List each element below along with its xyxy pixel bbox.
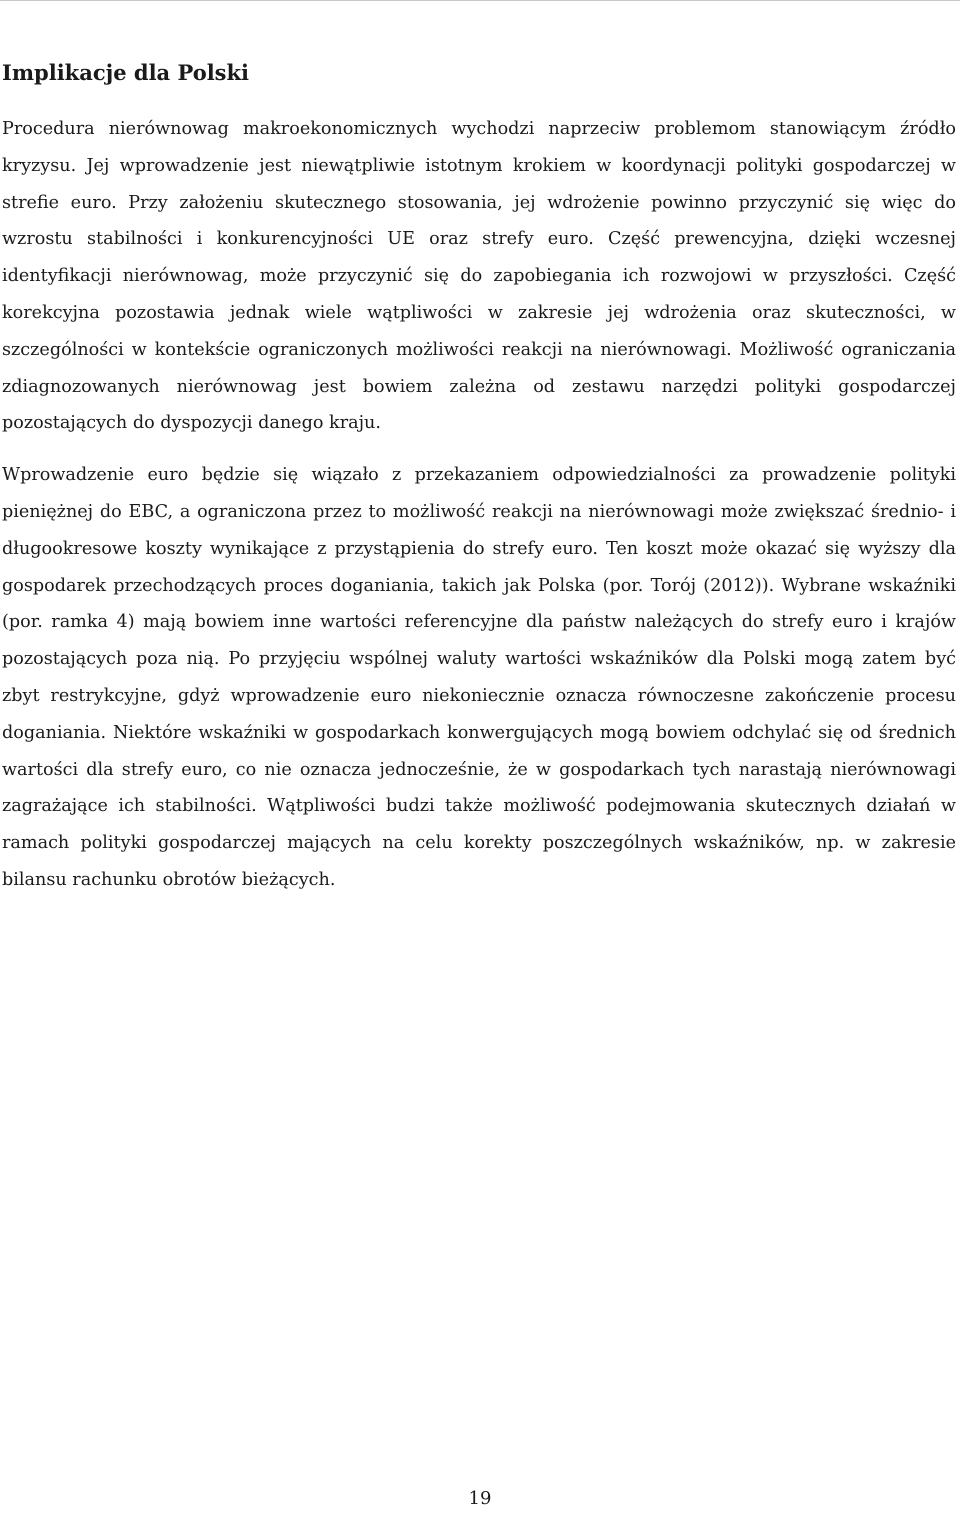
- paragraph: Procedura nierównowag makroekonomicznych wychodzi naprzeciw problemom stanowiącym źródło kryzysu. Jej wprowadzenie jest niewątpliwie istotnym krokiem w koordynacji polityki gospodarczej w strefie euro. Przy założeniu skutecznego stosowania, jej wdrożenie powinno przyczynić się więc do wzrostu stabilności i konkurencyjności UE oraz strefy euro. Część prewencyjna, dzięki wczesnej identyfikacji nierównowag, może przyczynić się do zapobiegania ich rozwojowi w przyszłości. Część korekcyjna pozostawia jednak wiele wątpliwości w zakresie jej wdrożenia oraz skuteczności, w szczególności w kontekście ograniczonych możliwości reakcji na nierównowagi. Możliwość ograniczania zdiagnozowanych nierównowag jest bowiem zależna od zestawu narzędzi polityki gospodarczej pozostających do dyspozycji danego kraju.: [2, 119, 956, 434]
- page-number: 19: [468, 1488, 492, 1509]
- document-body: [2, 56, 956, 914]
- paragraph: Wprowadzenie euro będzie się wiązało z przekazaniem odpowiedzialności za prowadzenie polityki pieniężnej do EBC, a ograniczona przez to możliwość reakcji na nierównowagi może zwiększać średnio- i długookresowe koszty wynikające z przystąpienia do strefy euro. Ten koszt może okazać się wyższy dla gospodarek przechodzących proces doganiania, takich jak Polska (por. Torój (2012)). Wybrane wskaźniki (por. ramka 4) mają bowiem inne wartości referencyjne dla państw należących do strefy euro i krajów pozostających poza nią. Po przyjęciu wspólnej waluty wartości wskaźników dla Polski mogą zatem być zbyt restrykcyjne, gdyż wprowadzenie euro niekoniecznie oznacza równoczesne zakończenie procesu doganiania. Niektóre wskaźniki w gospodarkach konwergujących mogą bowiem odchylać się od średnich wartości dla strefy euro, co nie oznacza jednocześnie, że w gospodarkach tych narastają nierównowagi zagrażające ich stabilności. Wątpliwości budzi także możliwość podejmowania skutecznych działań w ramach polityki gospodarczej mających na celu korekty poszczególnych wskaźników, np. w zakresie bilansu rachunku obrotów bieżących.: [2, 465, 956, 890]
- page-top-border: [0, 0, 960, 1]
- section-title: Implikacje dla Polski: [2, 60, 250, 85]
